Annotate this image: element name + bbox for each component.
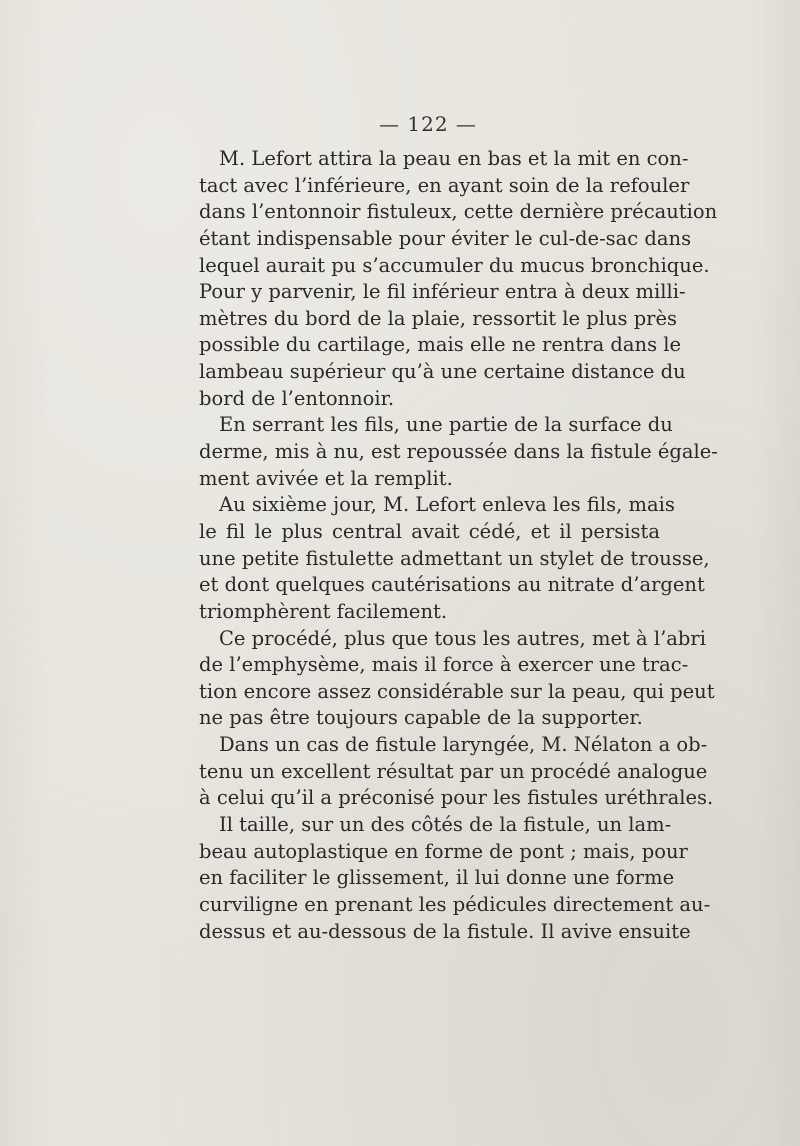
- text-line: Pour y parvenir, le fil inférieur entra à deux milli-: [199, 280, 686, 304]
- text-line: tenu un excellent résultat par un procédé analogue: [199, 759, 708, 783]
- text-line: en faciliter le glissement, il lui donne une forme: [199, 866, 675, 890]
- text-line: possible du cartilage, mais elle ne rentra dans le: [199, 333, 682, 357]
- text-line: Il taille, sur un des côtés de la fistule, un lam-: [219, 813, 672, 837]
- text-line: curviligne en prenant les pédicules directement au-: [199, 892, 711, 916]
- text-line: triomphèrent facilement.: [199, 599, 448, 623]
- text-line: et dont quelques cautérisations au nitrate d’argent: [199, 573, 705, 597]
- text-line: Au sixième jour, M. Lefort enleva les fils, mais: [219, 493, 675, 517]
- text-line: tact avec l’inférieure, en ayant soin de la refouler: [199, 173, 690, 197]
- text-line: ment avivée et la remplit.: [199, 466, 453, 490]
- text-line: tion encore assez considérable sur la peau, qui peut: [199, 679, 715, 703]
- text-line: bord de l’entonnoir.: [199, 386, 395, 410]
- text-line: le fil le plus central avait cédé, et il persista: [199, 519, 660, 543]
- text-line: Dans un cas de fistule laryngée, M. Nélaton a ob-: [219, 733, 708, 757]
- text-line: de l’emphysème, mais il force à exercer une trac-: [199, 653, 689, 677]
- text-line: M. Lefort attira la peau en bas et la mit en con-: [219, 147, 689, 170]
- text-line: derme, mis à nu, est repoussée dans la fistule égale-: [199, 440, 718, 464]
- text-line: dans l’entonnoir fistuleux, cette dernière précaution: [199, 200, 718, 224]
- body-text: [199, 146, 718, 945]
- page-number: — 122 —: [379, 112, 477, 136]
- text-line: une petite fistulette admettant un stylet de trousse,: [199, 546, 710, 570]
- text-line: lequel aurait pu s’accumuler du mucus bronchique.: [199, 253, 710, 277]
- text-line: dessus et au-dessous de la fistule. Il avive ensuite: [199, 919, 691, 943]
- text-line: beau autoplastique en forme de pont ; mais, pour: [199, 839, 688, 863]
- text-line: lambeau supérieur qu’à une certaine distance du: [199, 360, 686, 384]
- text-line: à celui qu’il a préconisé pour les fistules uréthrales.: [199, 786, 714, 810]
- text-line: Ce procédé, plus que tous les autres, met à l’abri: [219, 626, 706, 650]
- text-line: étant indispensable pour éviter le cul-de-sac dans: [199, 226, 692, 250]
- text-line: mètres du bord de la plaie, ressortit le plus près: [199, 306, 678, 330]
- text-line: En serrant les fils, une partie de la surface du: [219, 413, 673, 437]
- text-line: ne pas être toujours capable de la supporter.: [199, 706, 643, 730]
